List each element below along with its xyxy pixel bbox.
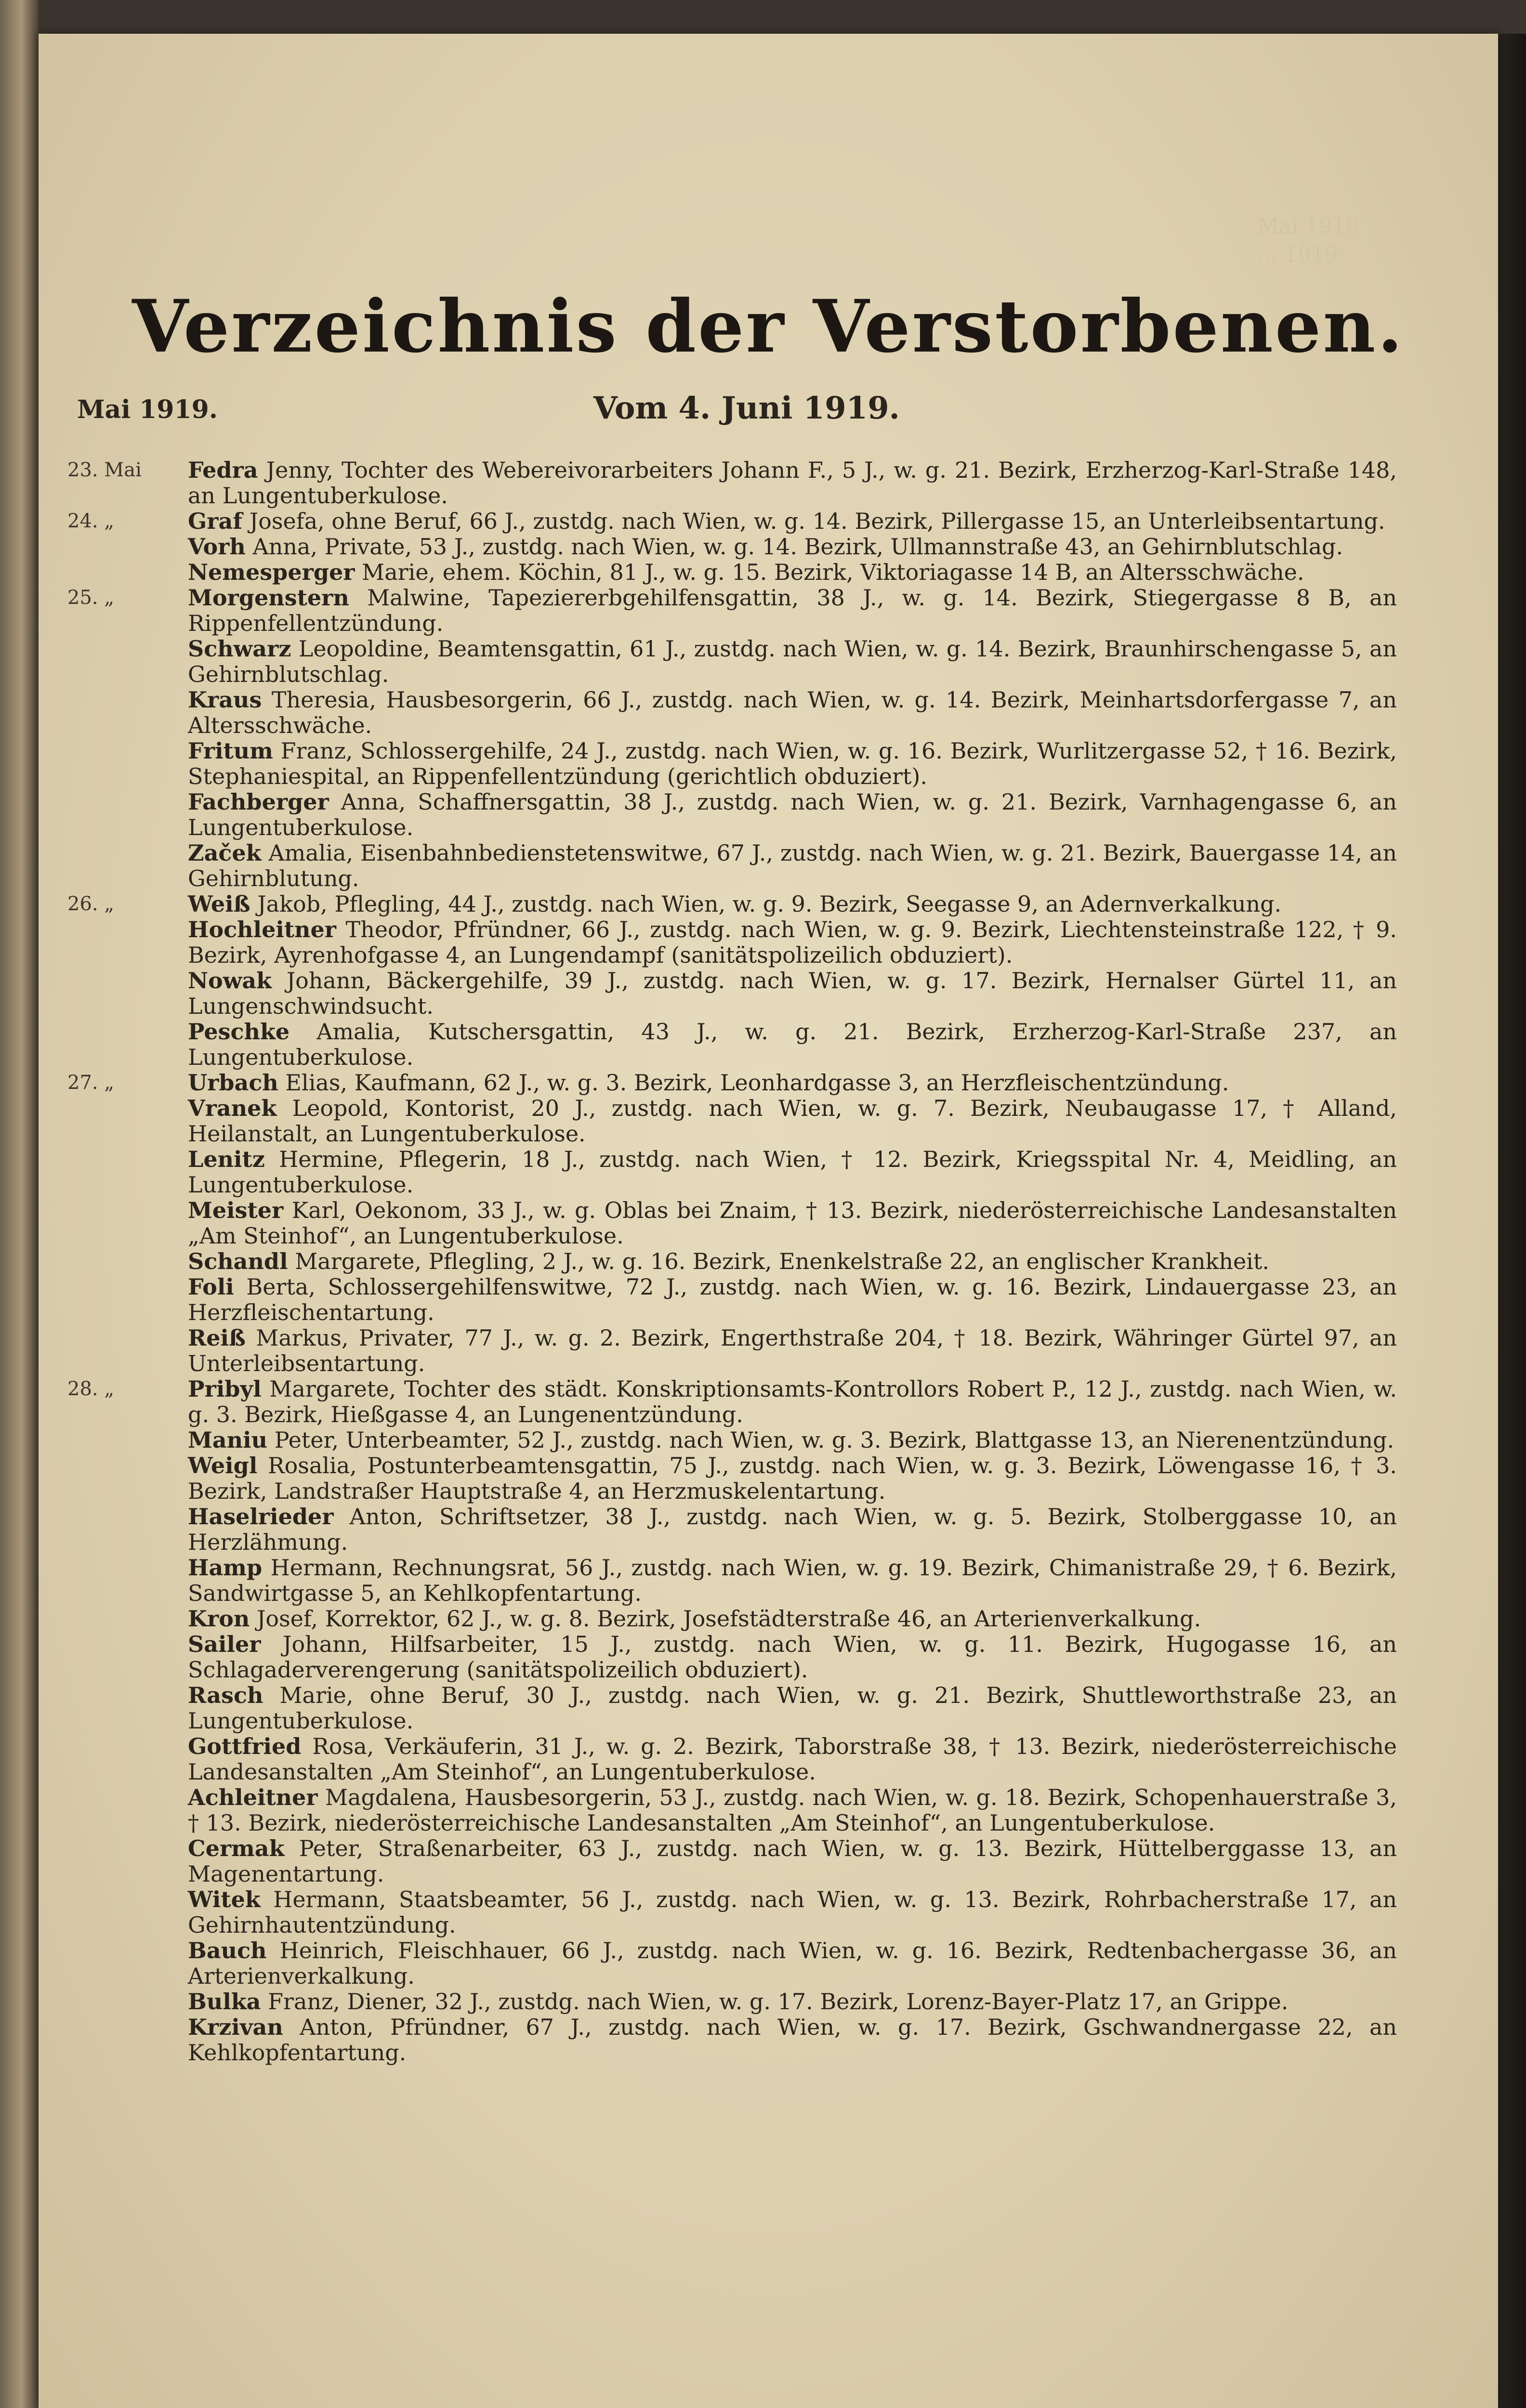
entry-details: Leopold, Kontorist, 20 J., zustdg. nach Wien, w. g. 7. Bezirk, Neubaugasse 17, † Alland, Heilanstalt, an Lungentuberkulose. [188,1095,1397,1147]
entry-date: 24. „ [67,510,115,532]
entry-details: Peter, Straßenarbeiter, 63 J., zustdg. nach Wien, w. g. 13. Bezirk, Hüttelberggasse 13, an Magenentartung. [188,1835,1397,1887]
entry-details: Anna, Private, 53 J., zustdg. nach Wien, w. g. 14. Bezirk, Ullmannstraße 43, an Gehirnblutschlag. [252,534,1343,560]
entry-details: Heinrich, Fleischhauer, 66 J., zustdg. nach Wien, w. g. 16. Bezirk, Redtenbachergasse 36, an Arterienverkalkung. [188,1937,1397,1989]
list-item [67,1325,1397,1376]
list-item [67,1785,1397,1836]
death-register-list [67,458,1397,2066]
entry-surname: Nowak [188,968,272,994]
list-item [67,1632,1397,1683]
list-item [67,509,1397,534]
list-item [67,2015,1397,2066]
entry-surname: Hamp [188,1555,263,1581]
entry-details: Theodor, Pfründner, 66 J., zustdg. nach Wien, w. g. 9. Bezirk, Liechtensteinstraße 122, † 9. Bezirk, Ayrenhofgasse 4, an Lungendampf (sanitätspolizeilich obduziert). [188,916,1397,968]
entry-details: Hermann, Staatsbeamter, 56 J., zustdg. nach Wien, w. g. 13. Bezirk, Rohrbacherstraße 17, an Gehirnhautentzündung. [188,1886,1397,1938]
entry-surname: Cermak [188,1835,285,1861]
entry-surname: Hochleitner [188,916,337,942]
list-item [67,891,1397,917]
entry-details: Hermine, Pflegerin, 18 J., zustdg. nach Wien, † 12. Bezirk, Kriegsspital Nr. 4, Meidling, an Lungentuberkulose. [188,1146,1397,1198]
list-item [67,585,1397,636]
entry-surname: Kron [188,1606,250,1632]
list-item [67,1683,1397,1734]
list-item [67,738,1397,789]
entry-details: Josef, Korrektor, 62 J., w. g. 8. Bezirk, Josefstädterstraße 46, an Arterienverkalkung. [256,1606,1201,1632]
entry-surname: Urbach [188,1070,278,1096]
entry-details: Peter, Unterbeamter, 52 J., zustdg. nach Wien, w. g. 3. Bezirk, Blattgasse 13, an Nierenentzündung. [274,1427,1394,1453]
entry-details: Karl, Oekonom, 33 J., w. g. Oblas bei Znaim, † 13. Bezirk, niederösterreichische Landesanstalten „Am Steinhof“, an Lungentuberkulose. [188,1197,1397,1249]
entry-details: Franz, Schlossergehilfe, 24 J., zustdg. nach Wien, w. g. 16. Bezirk, Wurlitzergasse 52, † 16. Bezirk, Stephaniespital, an Rippenfellentzündung (gerichtlich obduziert). [188,738,1397,789]
entry-details: Rosa, Verkäuferin, 31 J., w. g. 2. Bezirk, Taborstraße 38, † 13. Bezirk, niederösterreichische Landesanstalten „Am Steinhof“, an Lungentuberkulose. [188,1733,1397,1785]
entry-details: Marie, ohne Beruf, 30 J., zustdg. nach Wien, w. g. 21. Bezirk, Shuttleworthstraße 23, an Lungentuberkulose. [188,1682,1397,1734]
list-item [67,1070,1397,1096]
list-item [67,1147,1397,1198]
list-item [67,1376,1397,1427]
entry-date: 28. „ [67,1378,115,1400]
entry-details: Elias, Kaufmann, 62 J., w. g. 3. Bezirk, Leonhardgasse 3, an Herzfleischentzündung. [285,1070,1229,1096]
entry-surname: Schandl [188,1248,288,1274]
document-page [39,34,1498,2408]
entry-surname: Začek [188,840,262,866]
entry-details: Hermann, Rechnungsrat, 56 J., zustdg. nach Wien, w. g. 19. Bezirk, Chimanistraße 29, † 6. Bezirk, Sandwirtgasse 5, an Kehlkopfentartung. [188,1555,1397,1606]
list-item [67,1734,1397,1785]
entry-surname: Kraus [188,687,262,713]
entry-surname: Peschke [188,1019,290,1045]
entry-date: 23. Mai [67,459,142,481]
entry-details: Anna, Schaffnersgattin, 38 J., zustdg. nach Wien, w. g. 21. Bezirk, Varnhagengasse 6, an Lungentuberkulose. [188,789,1397,840]
entry-details: Amalia, Kutschersgattin, 43 J., w. g. 21. Bezirk, Erzherzog-Karl-Straße 237, an Lungentuberkulose. [188,1019,1397,1070]
entry-surname: Lenitz [188,1146,265,1172]
list-item [67,1096,1397,1147]
entry-details: Anton, Pfründner, 67 J., zustdg. nach Wien, w. g. 17. Bezirk, Gschwandnergasse 22, an Kehlkopfentartung. [188,2014,1397,2066]
entry-date: 27. „ [67,1072,115,1094]
entry-surname: Witek [188,1886,261,1912]
entry-details: Anton, Schriftsetzer, 38 J., zustdg. nach Wien, w. g. 5. Bezirk, Stolberggasse 10, an Herzlähmung. [188,1504,1397,1555]
entry-date: 26. „ [67,893,115,915]
entry-surname: Fachberger [188,789,329,815]
entry-details: Margarete, Tochter des städt. Konskriptionsamts-Kontrollors Robert P., 12 J., zustdg. nach Wien, w. g. 3. Bezirk, Hießgasse 4, an Lungenentzündung. [188,1376,1397,1427]
entry-surname: Graf [188,508,243,534]
entry-surname: Pribyl [188,1376,262,1402]
entry-details: Margarete, Pflegling, 2 J., w. g. 16. Bezirk, Enenkelstraße 22, an englischer Krankheit. [295,1248,1269,1274]
list-item [67,1198,1397,1249]
entry-surname: Sailer [188,1631,261,1657]
dateline [77,390,1416,429]
list-item [67,636,1397,687]
list-item [67,1887,1397,1938]
entry-surname: Morgenstern [188,585,349,611]
previous-page-edge [0,0,39,2408]
month-label: Mai 1919. [77,395,218,424]
entry-surname: Reiß [188,1325,246,1351]
entry-surname: Schwarz [188,636,291,662]
entry-details: Josefa, ohne Beruf, 66 J., zustdg. nach Wien, w. g. 14. Bezirk, Pillergasse 15, an Unterleibsentartung. [249,508,1385,534]
list-item [67,1938,1397,1989]
entry-details: Jenny, Tochter des Webereivorarbeiters Johann F., 5 J., w. g. 21. Bezirk, Erzherzog-Karl-Straße 148, an Lungentuberkulose. [188,457,1397,509]
entry-surname: Bauch [188,1937,267,1963]
entry-details: Johann, Bäckergehilfe, 39 J., zustdg. nach Wien, w. g. 17. Bezirk, Hernalser Gürtel 11, an Lungenschwindsucht. [188,968,1397,1019]
entry-details: Malwine, Tapeziererbgehilfensgattin, 38 J., w. g. 14. Bezirk, Stiegergasse 8 B, an Rippenfellentzündung. [188,585,1397,636]
entry-details: Jakob, Pflegling, 44 J., zustdg. nach Wien, w. g. 9. Bezirk, Seegasse 9, an Adernverkalkung. [257,891,1282,917]
show-through-text: Mai 1918 ... 1919 [1257,214,1359,267]
entry-surname: Fritum [188,738,273,764]
entry-surname: Weiß [188,891,250,917]
entry-surname: Nemesperger [188,559,355,585]
list-item [67,1989,1397,2015]
entry-surname: Rasch [188,1682,263,1708]
entry-details: Amalia, Eisenbahnbedienstetenswitwe, 67 J., zustdg. nach Wien, w. g. 21. Bezirk, Bauergasse 14, an Gehirnblutung. [188,840,1397,891]
list-item [67,1555,1397,1606]
list-item [67,789,1397,840]
list-item [67,1606,1397,1632]
list-item [67,1504,1397,1555]
list-item [67,458,1397,509]
list-item [67,1249,1397,1274]
entry-surname: Vorh [188,534,246,560]
entry-details: Johann, Hilfsarbeiter, 15 J., zustdg. nach Wien, w. g. 11. Bezirk, Hugogasse 16, an Schlagaderverengerung (sanitätspolizeilich obduziert). [188,1631,1397,1683]
entry-date: 25. „ [67,587,115,609]
entry-details: Theresia, Hausbesorgerin, 66 J., zustdg. nach Wien, w. g. 14. Bezirk, Meinhartsdorfergasse 7, an Altersschwäche. [188,687,1397,738]
page-shadow [1498,34,1526,2408]
entry-surname: Gottfried [188,1733,302,1759]
list-item [67,534,1397,560]
list-item [67,1453,1397,1504]
entry-surname: Krzivan [188,2014,283,2040]
list-item [67,1836,1397,1887]
list-item [67,1274,1397,1325]
entry-details: Franz, Diener, 32 J., zustdg. nach Wien, w. g. 17. Bezirk, Lorenz-Bayer-Platz 17, an Grippe. [268,1989,1289,2015]
list-item [67,917,1397,968]
list-item [67,1427,1397,1453]
list-item [67,840,1397,891]
list-item [67,560,1397,585]
list-item [67,687,1397,738]
entry-surname: Foli [188,1274,234,1300]
entry-surname: Meister [188,1197,284,1223]
entry-surname: Fedra [188,457,258,483]
issue-date: Vom 4. Juni 1919. [593,390,900,426]
entry-surname: Maniu [188,1427,268,1453]
list-item [67,1019,1397,1070]
entry-details: Marie, ehem. Köchin, 81 J., w. g. 15. Bezirk, Viktoriagasse 14 B, an Altersschwäche. [362,559,1304,585]
entry-surname: Achleitner [188,1784,318,1810]
entry-surname: Vranek [188,1095,277,1121]
entry-details: Markus, Privater, 77 J., w. g. 2. Bezirk, Engerthstraße 204, † 18. Bezirk, Währinger Gürtel 97, an Unterleibsentartung. [188,1325,1397,1376]
page-title: Verzeichnis der Verstorbenen. [132,284,1405,369]
entry-details: Berta, Schlossergehilfenswitwe, 72 J., zustdg. nach Wien, w. g. 16. Bezirk, Lindauergasse 23, an Herzfleischentartung. [188,1274,1397,1325]
entry-surname: Haselrieder [188,1504,334,1530]
entry-details: Rosalia, Postunterbeamtensgattin, 75 J., zustdg. nach Wien, w. g. 3. Bezirk, Löwengasse 16, † 3. Bezirk, Landstraßer Hauptstraße 4, an Herzmuskelentartung. [188,1453,1397,1504]
entry-surname: Bulka [188,1989,261,2015]
entry-details: Magdalena, Hausbesorgerin, 53 J., zustdg. nach Wien, w. g. 18. Bezirk, Schopenhauerstraße 3, † 13. Bezirk, niederösterreichische Landesanstalten „Am Steinhof“, an Lungentuberkulose. [188,1784,1397,1836]
entry-details: Leopoldine, Beamtensgattin, 61 J., zustdg. nach Wien, w. g. 14. Bezirk, Braunhirschengasse 5, an Gehirnblutschlag. [188,636,1397,687]
entry-surname: Weigl [188,1453,258,1479]
list-item [67,968,1397,1019]
